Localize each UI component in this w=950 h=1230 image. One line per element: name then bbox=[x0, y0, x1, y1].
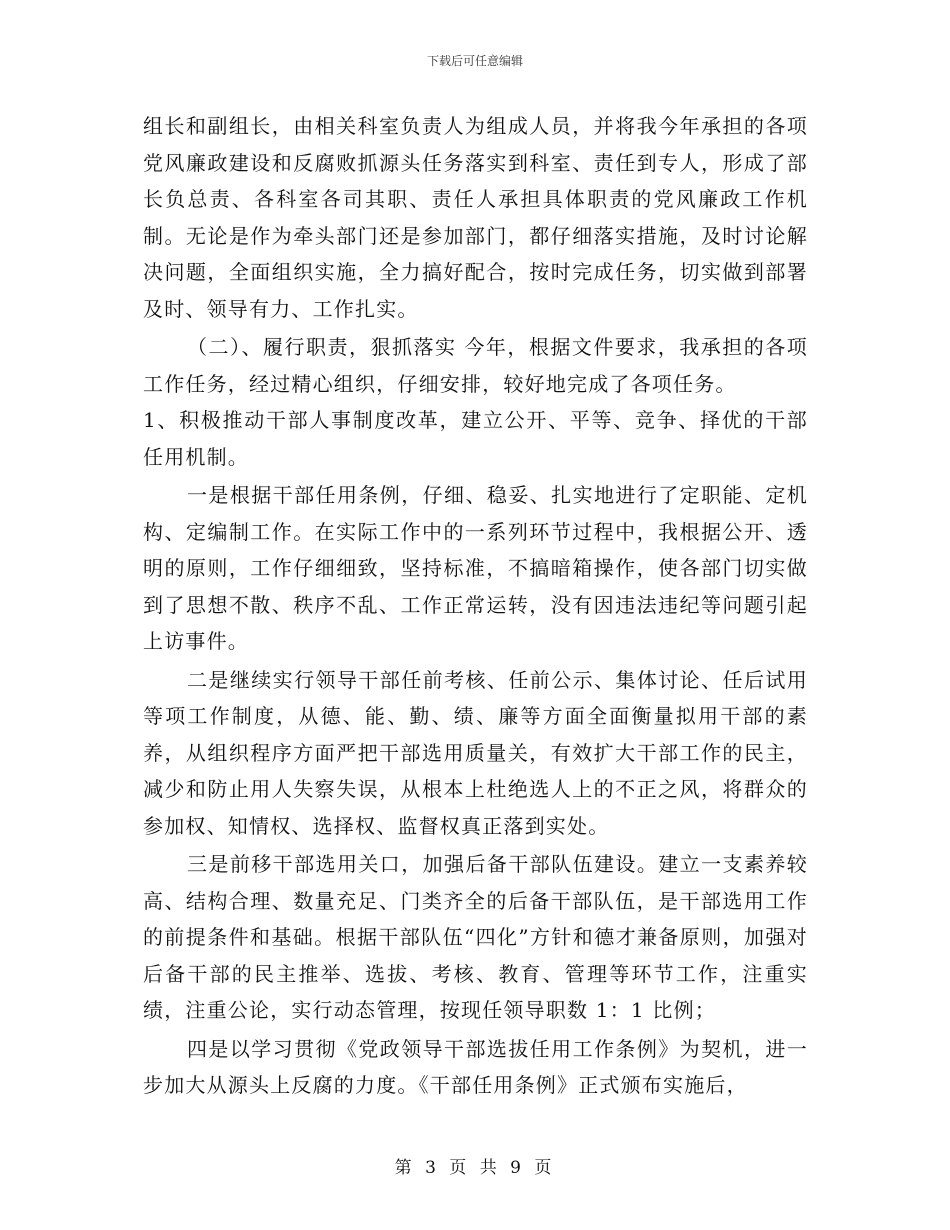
paragraph-continuation: 组长和副组长，由相关科室负责人为组成人员，并将我今年承担的各项党风廉政建设和反腐败抓源头任务落实到科室、责任到专人，形成了部长负总责、各科室各司其职、责任人承担具体职责的党风廉政工作机制。无论是作为牵头部门还是参加部门，都仔细落实措施，及时讨论解决问题，全面组织实施，全力搞好配合，按时完成任务，切实做到部署及时、领导有力、工作扎实。 bbox=[143, 114, 808, 321]
paragraph-point-two: 二是继续实行领导干部任前考核、任前公示、集体讨论、任后试用等项工作制度，从德、能、勤、绩、廉等方面全面衡量拟用干部的素养，从组织程序方面严把干部选用质量关，有效扩大干部工作的民主，减少和防止用人失察失误，从根本上杜绝选人上的不正之风，将群众的参加权、知情权、选择权、监督权真正落到实处。 bbox=[143, 667, 808, 838]
page-header: 下载后可任意编辑 bbox=[426, 54, 523, 68]
paragraph-point-four: 四是以学习贯彻《党政领导干部选拔任用工作条例》为契机，进一步加大从源头上反腐的力度。《干部任用条例》正式颁布实施后， bbox=[143, 1036, 808, 1097]
paragraph-item-one: 1、积极推动干部人事制度改革，建立公开、平等、竞争、择优的干部任用机制。 bbox=[143, 408, 808, 469]
page-footer: 第 3 页 共 9 页 bbox=[394, 1158, 556, 1178]
document-body bbox=[143, 108, 808, 1104]
paragraph-point-one: 一是根据干部任用条例，仔细、稳妥、扎实地进行了定职能、定机构、定编制工作。在实际工作中的一系列环节过程中，我根据公开、透明的原则，工作仔细细致，坚持标准，不搞暗箱操作，使各部门切实做到了思想不散、秩序不乱、工作正常运转，没有因违法违纪等问题引起上访事件。 bbox=[143, 483, 808, 653]
paragraph-point-three: 三是前移干部选用关口，加强后备干部队伍建设。建立一支素养较高、结构合理、数量充足、门类齐全的后备干部队伍，是干部选用工作的前提条件和基础。根据干部队伍“四化”方针和德才兼备原则，加强对后备干部的民主推举、选拔、考核、教育、管理等环节工作，注重实绩，注重公论，实行动态管理，按现任领导职数 1：1 比例； bbox=[143, 852, 808, 1022]
paragraph-section-two: （二）、履行职责，狠抓落实 今年，根据文件要求，我承担的各项工作任务，经过精心组织，仔细安排，较好地完成了各项任务。 bbox=[143, 335, 808, 396]
